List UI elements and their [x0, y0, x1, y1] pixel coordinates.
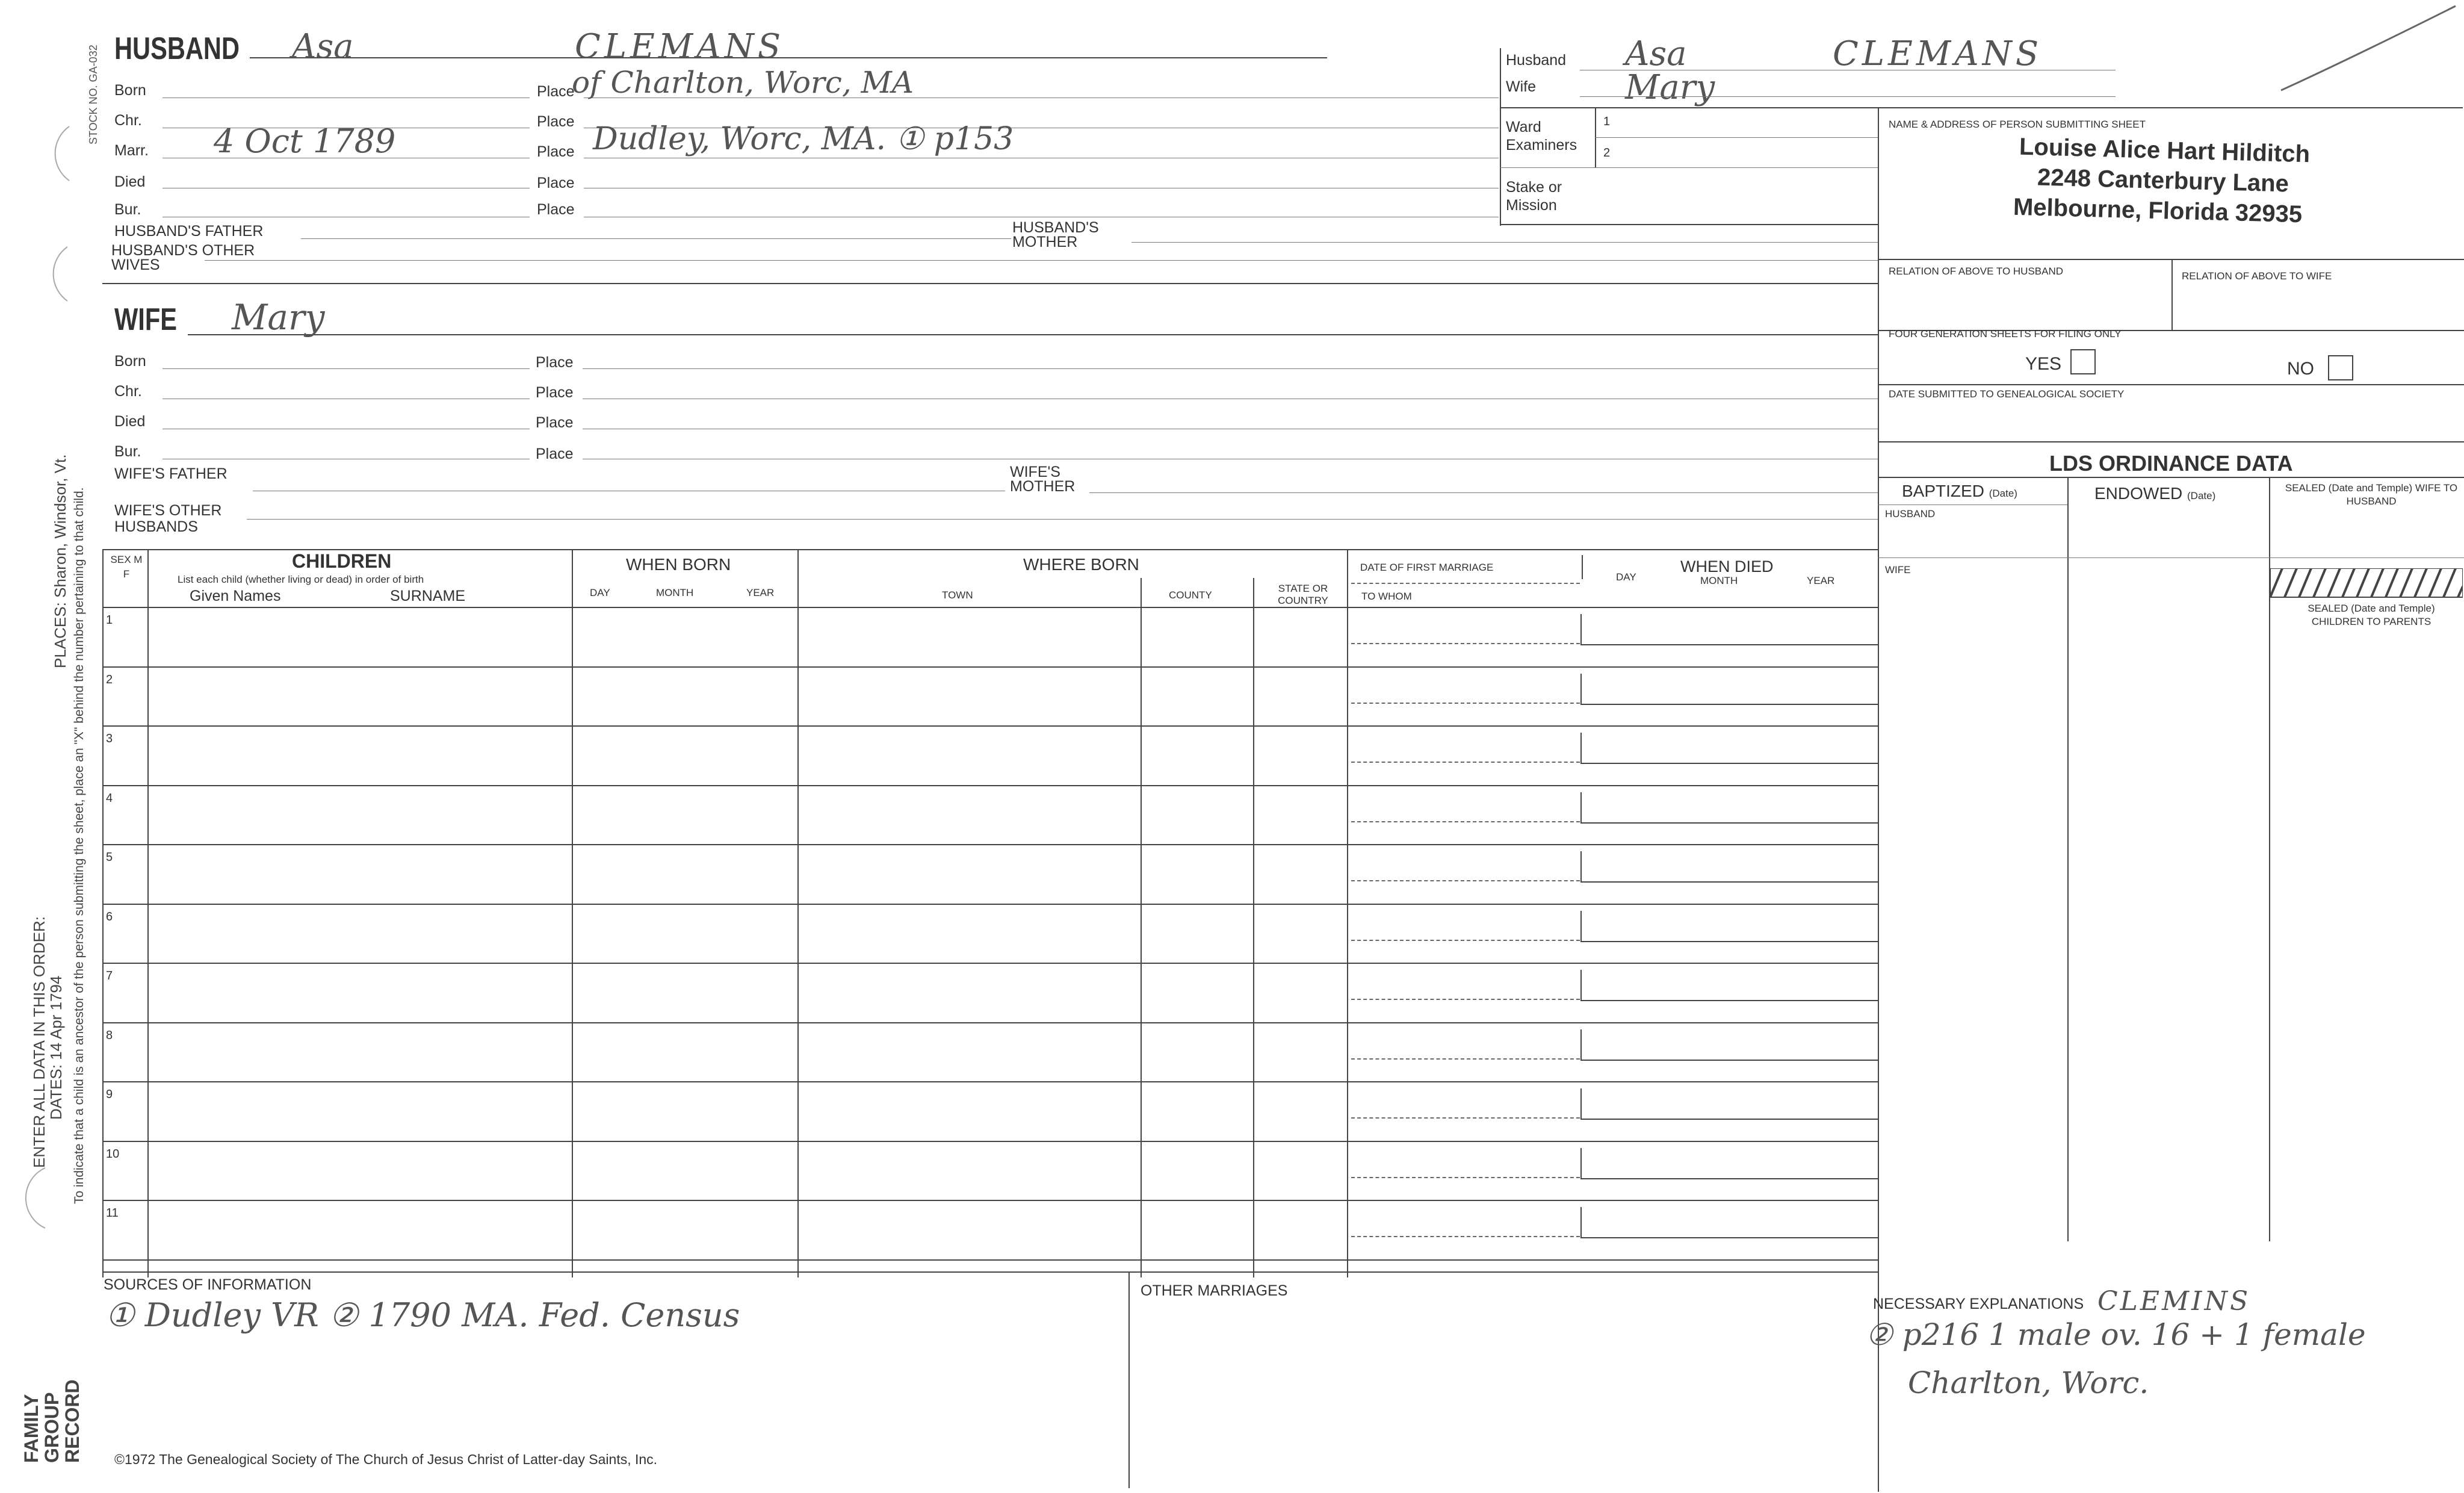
child-row-number: 7	[106, 969, 113, 982]
punch-holes	[0, 0, 84, 1493]
husband-marr-place-label: Place	[537, 143, 575, 160]
marriage-date-line	[1351, 643, 1580, 644]
lds-endowed-label: ENDOWED	[2094, 484, 2183, 503]
child-row-number: 8	[106, 1028, 113, 1042]
child-row-number: 9	[106, 1088, 113, 1101]
header-ward-1: 1	[1603, 115, 1611, 128]
husband-died-place-label: Place	[537, 175, 575, 191]
child-row-number: 4	[106, 791, 113, 805]
relation-wife-label: RELATION OF ABOVE TO WIFE	[2182, 270, 2332, 282]
died-month-label: MONTH	[1700, 575, 1738, 586]
side-record-line-3: RECORD	[61, 1379, 83, 1463]
husband-born-place[interactable]: of Charlton, Worc, MA	[572, 65, 914, 100]
lds-baptized-label: BAPTIZED	[1902, 482, 1984, 500]
died-divider	[1580, 614, 1582, 644]
copyright-text: ©1972 The Genealogical Society of The Church of Jesus Christ of Latter-day Saints, Inc.	[114, 1451, 658, 1467]
explanations-label: NECESSARY EXPLANATIONS	[1873, 1296, 2084, 1312]
given-names-label: Given Names	[190, 588, 281, 604]
marriage-date-line	[1351, 821, 1580, 822]
header-husband-given[interactable]: Asa	[1625, 34, 1687, 73]
died-divider	[1580, 1029, 1582, 1060]
wife-other-husbands-label: WIFE'S OTHER HUSBANDS	[114, 502, 222, 535]
child-row[interactable]	[147, 1022, 1878, 1079]
died-line	[1580, 941, 1878, 942]
explanations-name[interactable]: CLEMINS	[2097, 1286, 2251, 1317]
side-record-line-1: FAMILY	[20, 1394, 42, 1463]
lds-sealed-wife: SEALED (Date and Temple) WIFE TO HUSBAND	[2285, 482, 2458, 507]
died-line	[1580, 1000, 1878, 1001]
lds-baptized-date: (Date)	[1989, 488, 2017, 499]
marriage-date-line	[1351, 703, 1580, 704]
child-row-number: 5	[106, 851, 113, 864]
header-ward-2: 2	[1603, 146, 1611, 160]
marriage-date-line	[1351, 1058, 1580, 1060]
died-year-label: YEAR	[1807, 575, 1835, 586]
child-row[interactable]	[147, 666, 1878, 724]
wife-died-place-label: Place	[536, 414, 574, 431]
pen-stroke	[2275, 0, 2464, 96]
husband-marr-label: Marr.	[114, 142, 149, 159]
child-row-number: 2	[106, 672, 113, 686]
sex-label: SEX M F	[110, 554, 143, 580]
died-line	[1580, 1119, 1878, 1120]
sources-text[interactable]: ① Dudley VR ② 1790 MA. Fed. Census	[105, 1296, 740, 1334]
husband-heading: HUSBAND	[114, 31, 240, 66]
lds-baptized	[1902, 483, 2017, 500]
died-divider	[1580, 911, 1582, 941]
where-born-label: WHERE BORN	[1023, 555, 1139, 574]
died-divider	[1580, 1148, 1582, 1178]
header-stake-label: Stake or Mission	[1506, 179, 1562, 214]
side-dates: DATES: 14 Apr 1794	[47, 975, 65, 1120]
died-divider	[1580, 792, 1582, 822]
child-row[interactable]	[147, 1200, 1878, 1257]
relation-husband-label: RELATION OF ABOVE TO HUSBAND	[1889, 265, 2064, 277]
child-row[interactable]	[147, 725, 1878, 783]
wife-chr-place-label: Place	[536, 384, 574, 401]
side-places: PLACES: Sharon, Windsor, Vt.	[51, 454, 69, 668]
husband-born-label: Born	[114, 82, 146, 99]
marriage-date-line	[1351, 1236, 1580, 1237]
side-record-line-2: GROUP	[41, 1392, 63, 1463]
died-line	[1580, 822, 1878, 824]
died-line	[1580, 881, 1878, 883]
husband-chr-place-label: Place	[537, 113, 575, 130]
husband-given-name[interactable]: Asa	[292, 27, 354, 66]
died-divider	[1580, 1207, 1582, 1237]
husband-born-place-label: Place	[537, 83, 575, 100]
marriage-date-line	[1351, 999, 1580, 1000]
stock-number: STOCK NO. GA-032	[87, 45, 99, 144]
lds-title: LDS ORDINANCE DATA	[2049, 451, 2293, 476]
husband-mother-label: HUSBAND'S MOTHER	[1012, 219, 1099, 250]
died-line	[1580, 1060, 1878, 1061]
child-row-number: 3	[106, 732, 113, 745]
husband-chr-label: Chr.	[114, 112, 142, 129]
child-row-number: 1	[106, 613, 113, 627]
died-day-label: DAY	[1616, 571, 1636, 583]
header-husband-label: Husband	[1506, 52, 1567, 69]
husband-other-wives-label: HUSBAND'S OTHER WIVES	[111, 242, 255, 273]
to-whom-label: TO WHOM	[1361, 591, 1412, 602]
born-month-label: MONTH	[656, 587, 694, 598]
submitter-name: Louise Alice Hart Hilditch	[2019, 133, 2311, 168]
side-indicate-note: To indicate that a child is an ancestor of the person submitting the sheet, place an "X" behind the number pertaining to that child.	[72, 487, 86, 1204]
died-line	[1580, 644, 1878, 645]
yes-label: YES	[2025, 354, 2062, 374]
child-row[interactable]	[147, 1081, 1878, 1138]
other-marriages-label: OTHER MARRIAGES	[1141, 1282, 1288, 1299]
died-divider	[1580, 970, 1582, 1000]
header-husband-surname[interactable]: CLEMANS	[1833, 34, 2043, 73]
wife-heading: WIFE	[114, 302, 177, 337]
hatch-bar	[2270, 568, 2463, 598]
child-row-number: 10	[106, 1147, 120, 1161]
county-label: COUNTY	[1169, 589, 1212, 601]
marriage-date-line	[1351, 940, 1580, 941]
marriage-date-line	[1351, 762, 1580, 763]
when-born-label: WHEN BORN	[626, 555, 731, 574]
lds-sealed-children: SEALED (Date and Temple) CHILDREN TO PARENTS	[2308, 603, 2435, 627]
child-row[interactable]	[147, 844, 1878, 901]
wife-born-place-label: Place	[536, 354, 574, 371]
sources-label: SOURCES OF INFORMATION	[104, 1276, 312, 1293]
submitter-city: Melbourne, Florida 32935	[2013, 193, 2303, 228]
husband-bur-place-label: Place	[537, 201, 575, 218]
four-gen-label: FOUR GENERATION SHEETS FOR FILING ONLY	[1889, 328, 2122, 340]
town-label: TOWN	[942, 589, 973, 601]
wife-died-label: Died	[114, 413, 146, 430]
marriage-date-line	[1351, 1117, 1580, 1119]
yes-checkbox[interactable]	[2070, 349, 2096, 374]
header-wife-given[interactable]: Mary	[1625, 68, 1715, 107]
died-line	[1580, 1178, 1878, 1179]
husband-surname[interactable]: CLEMANS	[575, 27, 785, 66]
when-died-label: WHEN DIED	[1680, 557, 1774, 576]
side-enter-order: ENTER ALL DATA IN THIS ORDER:	[30, 916, 48, 1168]
child-row-number: 6	[106, 910, 113, 923]
children-heading: CHILDREN	[292, 550, 392, 572]
marriage-date-line	[1351, 1177, 1580, 1178]
born-year-label: YEAR	[746, 587, 775, 598]
lds-endowed-date: (Date)	[2187, 490, 2216, 501]
died-line	[1580, 704, 1878, 705]
first-marriage-label: DATE OF FIRST MARRIAGE	[1360, 562, 1494, 573]
explanations-line-1[interactable]: ② p216 1 male ov. 16 + 1 female	[1866, 1317, 2366, 1352]
died-divider	[1580, 733, 1582, 763]
child-row-number: 11	[106, 1206, 119, 1220]
wife-bur-label: Bur.	[114, 443, 141, 460]
explanations-line-2[interactable]: Charlton, Worc.	[1908, 1365, 2149, 1400]
child-row[interactable]	[147, 785, 1878, 842]
lds-husband-label: HUSBAND	[1885, 508, 1936, 520]
wife-chr-label: Chr.	[114, 383, 142, 400]
state-label: STATE OR COUNTRY	[1278, 583, 1328, 606]
no-checkbox[interactable]	[2328, 355, 2353, 380]
row-separator	[102, 1259, 1878, 1261]
date-submitted-label: DATE SUBMITTED TO GENEALOGICAL SOCIETY	[1889, 388, 2125, 400]
husband-bur-label: Bur.	[114, 201, 141, 218]
submitter-label: NAME & ADDRESS OF PERSON SUBMITTING SHEET	[1889, 119, 2146, 130]
husband-marr-place[interactable]: Dudley, Worc, MA. ① p153	[593, 121, 1014, 157]
died-divider	[1580, 1088, 1582, 1119]
wife-born-label: Born	[114, 353, 146, 370]
wife-bur-place-label: Place	[536, 445, 574, 462]
surname-label: SURNAME	[390, 588, 466, 604]
died-divider	[1580, 674, 1582, 704]
died-line	[1580, 1237, 1878, 1238]
died-line	[1580, 763, 1878, 764]
child-row[interactable]	[147, 607, 1878, 664]
born-day-label: DAY	[590, 587, 610, 598]
died-divider	[1580, 851, 1582, 881]
lds-wife-label: WIFE	[1885, 564, 1911, 576]
husband-father-label: HUSBAND'S FATHER	[114, 223, 264, 240]
children-subheading: List each child (whether living or dead) in order of birth	[178, 574, 424, 585]
lds-endowed	[2094, 485, 2215, 502]
wife-mother-label: WIFE'S MOTHER	[1010, 464, 1076, 495]
wife-given-name[interactable]: Mary	[232, 297, 325, 338]
husband-died-label: Died	[114, 173, 146, 190]
husband-marr-date[interactable]: 4 Oct 1789	[214, 122, 396, 160]
submitter-street: 2248 Canterbury Lane	[2037, 164, 2289, 197]
no-label: NO	[2287, 359, 2314, 379]
child-row[interactable]	[147, 1141, 1878, 1198]
header-wife-label: Wife	[1506, 78, 1536, 95]
marriage-date-line	[1351, 880, 1580, 881]
wife-father-label: WIFE'S FATHER	[114, 465, 228, 482]
child-row[interactable]	[147, 904, 1878, 961]
child-row[interactable]	[147, 963, 1878, 1020]
header-ward-label: Ward Examiners	[1506, 119, 1577, 154]
